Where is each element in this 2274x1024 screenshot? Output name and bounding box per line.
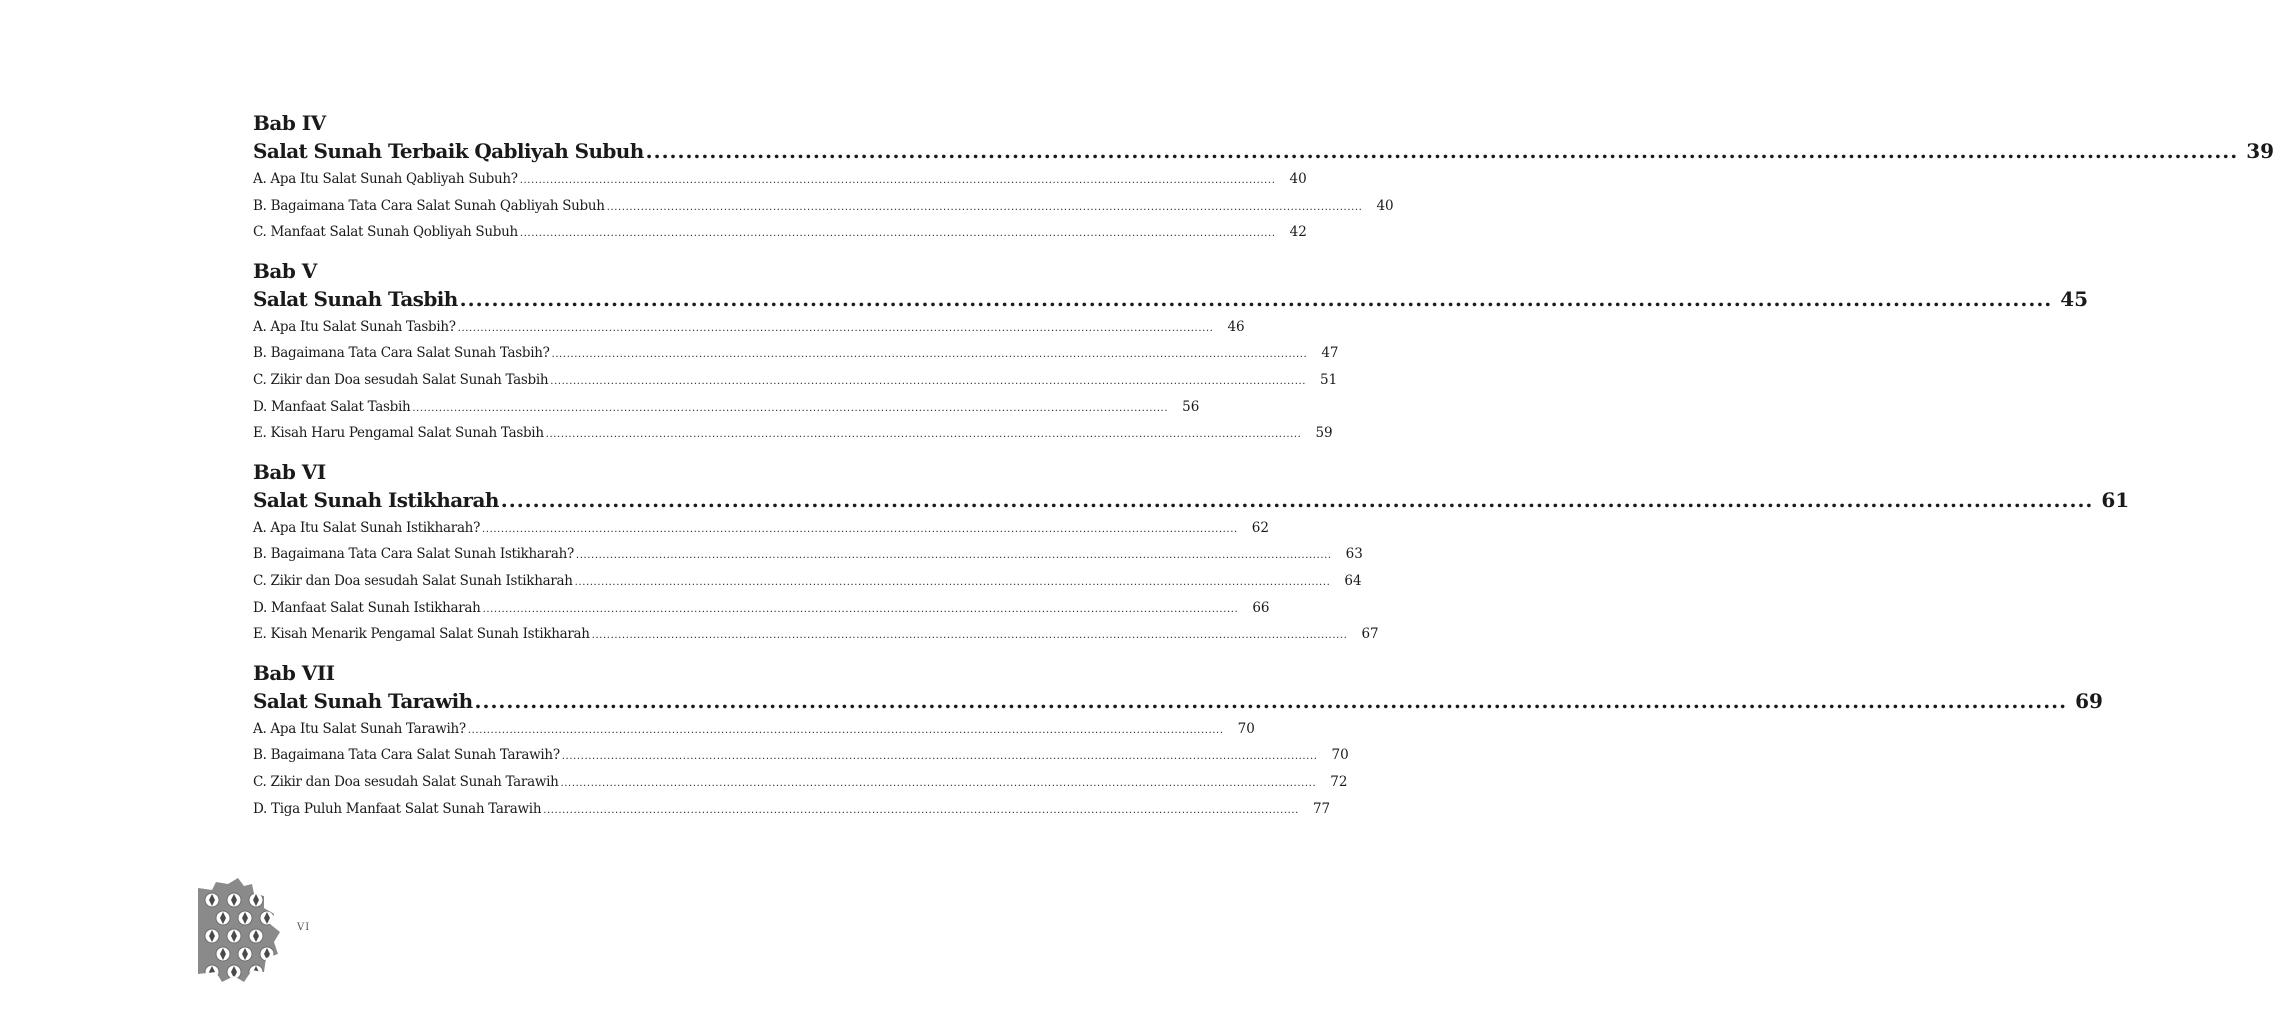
dot-leader: ........................................................................................................................................................................................................ [574, 576, 1331, 588]
dot-leader: ........................................................................................................................................................................................................ [606, 201, 1363, 213]
toc-entry[interactable] [253, 796, 1331, 823]
chapter-title-row[interactable] [253, 284, 2089, 314]
dot-leader: ........................................................................................................................................................................................................ [482, 603, 1239, 615]
dot-leader: ........................................................................................................................................................................................................ [551, 349, 1308, 361]
toc-entry[interactable] [253, 595, 1270, 622]
chapter-page-number: 39 [2246, 139, 2274, 163]
dot-leader: ........................................................................................................................................................................................................ [459, 286, 2053, 311]
dot-leader: ........................................................................................................................................................................................................ [412, 402, 1169, 414]
toc-entry-title: A. Apa Itu Salat Sunah Qabliyah Subuh? [253, 171, 518, 187]
dot-leader: ........................................................................................................................................................................................................ [457, 322, 1214, 334]
toc-entry[interactable] [253, 742, 1349, 769]
toc-entry-title: A. Apa Itu Salat Sunah Istikharah? [253, 519, 481, 536]
chapter-title: Salat Sunah Tasbih [253, 286, 458, 311]
toc-entry-title: E. Kisah Haru Pengamal Salat Sunah Tasbih [253, 425, 544, 442]
toc-entry-page-number: 66 [1252, 599, 1270, 616]
chapter-title-row[interactable] [253, 136, 2274, 166]
toc-entry[interactable] [253, 769, 1348, 796]
toc-entry-page-number: 70 [1331, 747, 1349, 764]
toc-entry[interactable] [253, 340, 1339, 367]
toc-entry-page-number: 51 [1320, 371, 1338, 388]
toc-entry-title: B. Bagaimana Tata Cara Salat Sunah Qabliyah Subuh [253, 197, 605, 214]
chapter-title: Salat Sunah Istikharah [253, 487, 499, 512]
toc-entry[interactable] [253, 621, 1379, 648]
toc-entry-page-number: 72 [1330, 773, 1348, 790]
dot-leader: ........................................................................................................................................................................................................ [467, 724, 1224, 736]
toc-entry-title: C. Zikir dan Doa sesudah Salat Sunah Istikharah [253, 572, 573, 589]
toc-entry[interactable] [253, 193, 1394, 220]
toc-entry-page-number: 46 [1227, 318, 1245, 335]
toc-entry-title: C. Manfaat Salat Sunah Qobliyah Subuh [253, 224, 518, 241]
toc-entry-page-number: 40 [1289, 171, 1307, 187]
chapter-label: Bab V [253, 258, 317, 283]
chapter-title: Salat Sunah Terbaik Qabliyah Subuh [253, 139, 644, 163]
dot-leader: ........................................................................................................................................................................................................ [474, 688, 2068, 713]
dot-leader: ........................................................................................................................................................................................................ [482, 523, 1238, 535]
toc-entry-page-number: 56 [1182, 398, 1200, 415]
toc-entry[interactable] [253, 219, 1307, 246]
toc-entry[interactable] [253, 716, 1255, 743]
toc-entry-title: E. Kisah Menarik Pengamal Salat Sunah Istikharah [253, 626, 590, 643]
toc-entry-page-number: 64 [1344, 572, 1362, 589]
toc-entry-title: C. Zikir dan Doa sesudah Salat Sunah Tasbih [253, 371, 549, 388]
toc-entry[interactable] [253, 166, 1307, 193]
toc-entry-title: A. Apa Itu Salat Sunah Tasbih? [253, 318, 456, 335]
toc-entry[interactable] [253, 367, 1338, 394]
dot-leader: ........................................................................................................................................................................................................ [645, 139, 2239, 163]
toc-entry-title: B. Bagaimana Tata Cara Salat Sunah Istikharah? [253, 546, 574, 563]
islamic-geometric-ornament-icon [198, 878, 280, 984]
toc-entry-title: A. Apa Itu Salat Sunah Tarawih? [253, 720, 466, 737]
toc-entry[interactable] [253, 568, 1362, 595]
toc-entry[interactable] [253, 394, 1200, 421]
dot-leader: ........................................................................................................................................................................................................ [519, 175, 1276, 186]
toc-entry-title: C. Zikir dan Doa sesudah Salat Sunah Tarawih [253, 773, 559, 790]
toc-entry-title: B. Bagaimana Tata Cara Salat Sunah Tasbih? [253, 345, 550, 362]
chapter-page-number: 45 [2060, 286, 2089, 311]
toc-entry-page-number: 59 [1315, 425, 1333, 442]
dot-leader: ........................................................................................................................................................................................................ [500, 487, 2094, 512]
toc-entry-title: B. Bagaimana Tata Cara Salat Sunah Tarawih? [253, 747, 560, 764]
toc-entry[interactable] [253, 515, 1269, 542]
toc-entry[interactable] [253, 314, 1245, 341]
chapter-section [253, 660, 2103, 822]
chapter-section [253, 258, 2089, 447]
toc-entry-title: D. Manfaat Salat Sunah Istikharah [253, 599, 481, 616]
dot-leader: ........................................................................................................................................................................................................ [545, 429, 1302, 441]
chapter-section [253, 459, 2130, 648]
toc-entry[interactable] [253, 541, 1363, 568]
toc-entry[interactable] [253, 420, 1333, 447]
chapter-page-number: 69 [2075, 688, 2103, 713]
table-of-contents [253, 110, 2274, 822]
chapter-title-row[interactable] [253, 485, 2130, 515]
chapter-label: Bab IV [253, 111, 326, 135]
dot-leader: ........................................................................................................................................................................................................ [575, 550, 1332, 562]
toc-entry-page-number: 70 [1237, 720, 1255, 737]
toc-entry-title: D. Manfaat Salat Tasbih [253, 398, 411, 415]
toc-entry-title: D. Tiga Puluh Manfaat Salat Sunah Tarawih [253, 800, 542, 817]
toc-entry-page-number: 42 [1289, 224, 1307, 241]
chapter-title-row[interactable] [253, 686, 2103, 716]
chapter-page-number: 61 [2101, 487, 2130, 512]
page-number: VI [297, 922, 311, 933]
toc-entry-page-number: 77 [1312, 800, 1331, 817]
dot-leader: ........................................................................................................................................................................................................ [561, 751, 1318, 763]
dot-leader: ........................................................................................................................................................................................................ [550, 375, 1307, 387]
chapter-label: Bab VII [253, 660, 335, 685]
chapter-section [253, 110, 2274, 246]
dot-leader: ........................................................................................................................................................................................................ [519, 228, 1276, 240]
chapter-title: Salat Sunah Tarawih [253, 688, 473, 713]
toc-entry-page-number: 47 [1321, 345, 1339, 362]
chapter-label: Bab VI [253, 459, 326, 484]
toc-entry-page-number: 67 [1361, 626, 1379, 643]
toc-entry-page-number: 62 [1251, 519, 1269, 536]
dot-leader: ........................................................................................................................................................................................................ [591, 630, 1348, 642]
toc-entry-page-number: 40 [1376, 197, 1394, 214]
toc-entry-page-number: 63 [1345, 546, 1363, 563]
dot-leader: ........................................................................................................................................................................................................ [560, 777, 1317, 789]
dot-leader: ........................................................................................................................................................................................................ [543, 804, 1299, 816]
